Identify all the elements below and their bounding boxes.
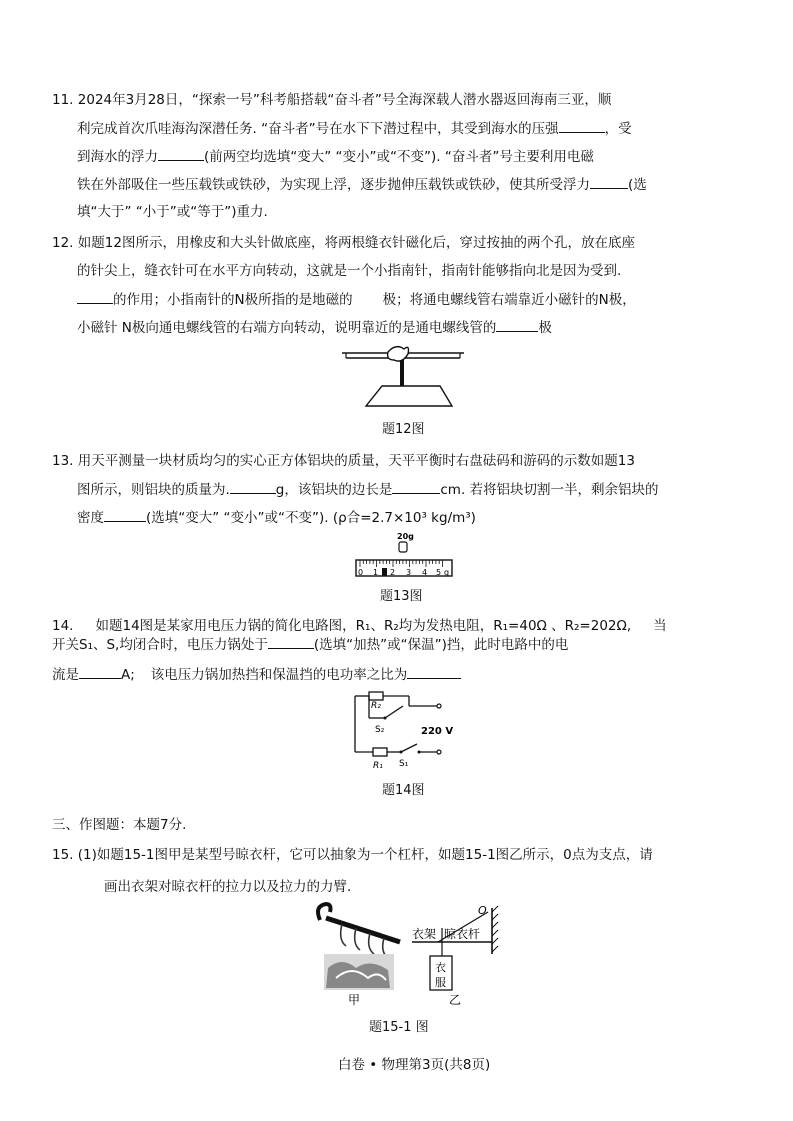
answer-blank[interactable]: [79, 664, 121, 679]
q11-text: (选: [628, 177, 647, 193]
label-clothes-2: 服: [435, 976, 446, 989]
q12-text: 极；将通电螺线管右端靠近小磁针的N极，: [382, 292, 636, 308]
label-rod: 晾衣杆: [444, 927, 481, 941]
q14-text: 开关S₁、S,均闭合时，电压力锅处于: [52, 637, 268, 653]
q14-number: 14.: [52, 618, 74, 634]
answer-blank[interactable]: [268, 634, 314, 649]
q13-text: (选填“变大” “变小”或“不变”). (ρ合=2.7×10³ kg/m³): [146, 510, 476, 526]
tick-label-4: 4: [422, 568, 428, 577]
tick-label-0: 0: [358, 568, 364, 577]
label-clothes-1: 衣: [435, 961, 446, 974]
label-voltage: 220 V: [421, 726, 454, 737]
tick-label-2: 2: [390, 568, 396, 577]
tick-label-unit: g: [444, 568, 450, 577]
label-s2: S₂: [375, 725, 385, 735]
q12-line1: 12. 如题12图所示，用橡皮和大头针做底座，将两根缝衣针磁化后，穿过按抽的两个孔，放在底座: [52, 235, 635, 251]
label-pivot-o: O: [478, 904, 487, 917]
q12-line3: [77, 289, 636, 310]
q14-line1: [52, 616, 667, 636]
answer-blank[interactable]: [104, 507, 146, 522]
answer-blank[interactable]: [77, 289, 113, 304]
answer-blank[interactable]: [230, 479, 276, 494]
q14-text: 当: [653, 618, 667, 634]
resistor-r2: [369, 692, 383, 700]
label-jia: 甲: [348, 993, 361, 1007]
answer-blank[interactable]: [407, 664, 461, 679]
switch-s1: [401, 744, 417, 752]
answer-blank[interactable]: [590, 174, 628, 189]
figure-caption: 题14图: [382, 783, 425, 798]
circuit-diagram: [345, 688, 455, 774]
answer-blank[interactable]: [158, 146, 204, 161]
figure-caption: 题12图: [382, 422, 425, 437]
q11-line3: [77, 146, 594, 167]
page-footer: 白卷 • 物理第3页(共8页): [338, 1057, 491, 1073]
section-heading: 三、作图题：本题7分.: [52, 817, 187, 833]
q15-line2: 画出衣架对晾衣杆的拉力以及拉力的力臂.: [104, 879, 352, 895]
q13-text: cm. 若将铝块切割一半，剩余铝块的: [440, 482, 659, 498]
label-r1: R₁: [373, 761, 383, 771]
eraser-knot: [388, 347, 409, 362]
answer-blank[interactable]: [496, 317, 538, 332]
switch-s2: [385, 706, 403, 718]
q13-line3: [77, 507, 476, 528]
tick-label-5: 5: [436, 568, 442, 577]
label-r2: R₂: [371, 701, 381, 711]
weight-icon: [399, 542, 407, 552]
q11-text: (前两空均选填“变大” “变小”或“不变”). “奋斗者”号主要利用电磁: [204, 149, 594, 165]
q11-line1: 11. 2024年3月28日，“探索一号”科考船搭载“奋斗者”号全海深载人潜水器返回海南三亚，顺: [52, 92, 612, 108]
q15-line1: 15. (1)如题15-1图甲是某型号晾衣杆，它可以抽象为一个杠杆，如题15-1图乙所示，0点为支点，请: [52, 847, 653, 863]
figure-caption: 题13图: [380, 589, 423, 604]
q11-text: 铁在外部吸住一些压载铁或铁砂，为实现上浮，逐步抛伸压载铁或铁砂，使其所受浮力: [77, 177, 590, 193]
resistor-r1: [373, 748, 387, 756]
q12-line2: 的针尖上，缝衣针可在水平方向转动，这就是一个小指南针，指南针能够指向北是因为受到.: [77, 263, 622, 279]
q11-line4: [77, 174, 647, 195]
drying-rack-photo: [312, 898, 412, 1008]
q11-line5: 填“大于” “小于”或“等于”)重力.: [77, 204, 268, 220]
q14-text: 该电压力锅加热挡和保温挡的电功率之比为: [150, 667, 408, 683]
answer-blank[interactable]: [559, 118, 605, 133]
eraser-base: [366, 386, 452, 406]
q13-line2: [77, 479, 659, 500]
rack-bar: [326, 918, 400, 942]
q14-text: 流是: [52, 667, 79, 683]
q11-text: 到海水的浮力: [77, 149, 158, 165]
q11-line2: [77, 118, 632, 139]
tick-label-3: 3: [406, 568, 412, 577]
terminal: [437, 704, 441, 708]
q14-text: A;: [121, 667, 135, 683]
q13-text: g，该铝块的边长是: [275, 482, 393, 498]
label-yi: 乙: [449, 993, 462, 1007]
q14-line2: [52, 634, 568, 655]
answer-blank[interactable]: [392, 479, 440, 494]
q14-text: (选填“加热”或“保温”)挡，此时电路中的电: [313, 637, 569, 653]
terminal: [437, 750, 441, 754]
q14-line3: [52, 664, 461, 685]
q13-text: 图所示，则铝块的质量为.: [77, 482, 230, 498]
q11-text: ，受: [604, 121, 632, 137]
balance-figure: [352, 530, 457, 582]
q13-text: 密度: [77, 510, 104, 526]
q12-line4: [77, 317, 552, 338]
weight-label: 20g: [397, 532, 414, 541]
label-s1: S₁: [399, 759, 409, 769]
q12-text: 极: [538, 320, 552, 336]
tick-label-1: 1: [373, 568, 379, 577]
label-hanger: 衣架: [412, 927, 437, 941]
rider-icon: [382, 568, 387, 576]
q12-text: 的作用；小指南针的N极所指的是地磁的: [113, 292, 353, 308]
figure-caption: 题15-1 图: [369, 1020, 429, 1035]
q12-text: 小磁针 N极向通电螺线管的右端方向转动，说明靠近的是通电螺线管的: [77, 320, 497, 336]
q11-text: 利完成首次爪哇海沟深潜任务. “奋斗者”号在水下下潜过程中，其受到海水的压强: [77, 121, 559, 137]
q14-text: 如题14图是某家用电压力锅的简化电路图，R₁、R₂均为发热电阻，R₁=40Ω 、R₂=202Ω,: [95, 618, 632, 634]
lever-diagram: [408, 898, 518, 1010]
q13-line1: 13. 用天平测量一块材质均匀的实心正方体铝块的质量，天平平衡时右盘砝码和游码的示数如题13: [52, 453, 635, 469]
compass-figure: [338, 340, 468, 412]
